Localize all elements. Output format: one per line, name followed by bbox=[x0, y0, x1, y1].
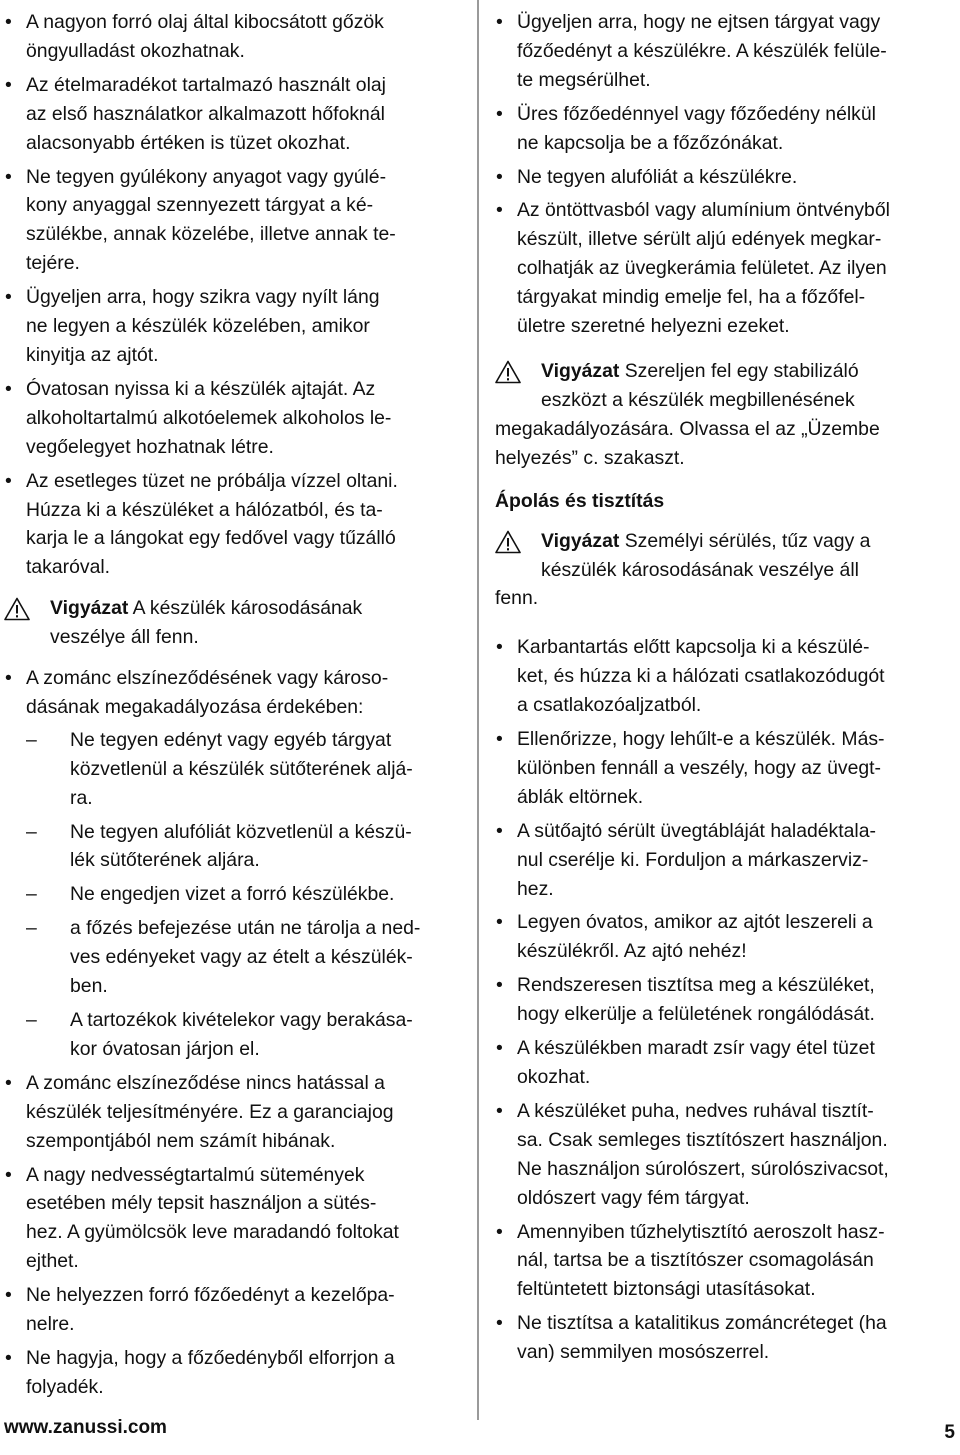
list-item: • Amennyiben tűzhelytisztító aeroszolt hasz- nál, tartsa be a tisztítószer csomagolásán feltüntetett biztonsági utasításokat. bbox=[495, 1218, 953, 1305]
section-heading: Ápolás és tisztítás bbox=[495, 489, 665, 512]
right-bullets-cleaning bbox=[495, 633, 953, 1367]
dash-item: – Ne engedjen vizet a forró készülékbe. bbox=[26, 880, 472, 909]
warning-notice-cleaning: Vigyázat Személyi sérülés, tűz vagy a készülék károsodásának veszélye áll fenn. bbox=[495, 529, 871, 610]
left-bullets-enamel bbox=[4, 664, 472, 1402]
list-item: • Ne hagyja, hogy a főzőedényből elforrjon a folyadék. bbox=[4, 1344, 472, 1402]
list-item: • Ne tegyen alufóliát a készülékre. bbox=[495, 163, 953, 192]
list-item: • A zománc elszíneződésének vagy károso- dásának megakadályozása érdekében: – Ne tegyen edényt vagy egyéb tárgyat közvetlenül a készülék sütőterének aljá- ra. – Ne tegyen alufóliát közvetlenül a készü- lék sütőterének aljára. – Ne engedjen vizet a forró készülékbe. – a főzés befejezése után ne tárolja a ned- ves edényeket vagy az ételt a készülék- ben. – A tartozékok kivételekor vagy berakása- kor óvatosan járjon el. bbox=[4, 664, 472, 1064]
list-item: • Az ételmaradékot tartalmazó használt olaj az első használatkor alkalmazott hőfoknál alacsonyabb értéken is tüzet okozhat. bbox=[4, 71, 472, 158]
left-bullets-top bbox=[4, 8, 472, 582]
list-item: • Az esetleges tüzet ne próbálja vízzel oltani. Húzza ki a készüléket a hálózatból, és ta- karja le a lángokat egy fedővel vagy tűzálló takaróval. bbox=[4, 467, 472, 583]
dash-list bbox=[26, 726, 472, 1064]
list-item: • Ne helyezzen forró főzőedényt a kezelőpa- nelre. bbox=[4, 1281, 472, 1339]
column-divider bbox=[477, 0, 479, 1420]
list-item: • A készülékben maradt zsír vagy étel tüzet okozhat. bbox=[495, 1034, 953, 1092]
warning-triangle-icon bbox=[495, 530, 521, 554]
left-column bbox=[4, 8, 472, 1407]
page-number: 5 bbox=[944, 1422, 955, 1443]
list-item: • A nagy nedvességtartalmú sütemények esetében mély tepsit használjon a sütés- hez. A gyümölcsök leve maradandó foltokat ejthet. bbox=[4, 1161, 472, 1277]
warning-triangle-icon bbox=[495, 360, 521, 384]
list-item: • Ne tisztítsa a katalitikus zománcréteget (ha van) semmilyen mosószerrel. bbox=[495, 1309, 953, 1367]
dash-item: – a főzés befejezése után ne tárolja a ned- ves edényeket vagy az ételt a készülék- ben. bbox=[26, 914, 472, 1001]
list-item: • Ellenőrizze, hogy lehűlt-e a készülék. Más- különben fennáll a veszély, hogy az üvegt- áblák eltörnek. bbox=[495, 725, 953, 812]
warning-notice: Vigyázat A készülék károsodásának veszélye áll fenn. bbox=[4, 594, 472, 652]
list-item: • A zománc elszíneződése nincs hatással a készülék teljesítményére. Ez a garanciajog szempontjából nem számít hibának. bbox=[4, 1069, 472, 1156]
warning-triangle-icon bbox=[4, 597, 30, 621]
list-item: • Ügyeljen arra, hogy ne ejtsen tárgyat vagy főzőedényt a készülékre. A készülék felüle- te megsérülhet. bbox=[495, 8, 953, 95]
list-item: • Rendszeresen tisztítsa meg a készüléket, hogy elkerülje a felületének rongálódását. bbox=[495, 971, 953, 1029]
warning-title: Vigyázat bbox=[50, 597, 129, 620]
dash-item: – Ne tegyen edényt vagy egyéb tárgyat közvetlenül a készülék sütőterének aljá- ra. bbox=[26, 726, 472, 813]
dash-item: – A tartozékok kivételekor vagy berakása- kor óvatosan járjon el. bbox=[26, 1006, 472, 1064]
list-item: • Karbantartás előtt kapcsolja ki a készülé- ket, és húzza ki a hálózati csatlakozódugót a csatlakozóaljzatból. bbox=[495, 633, 953, 720]
warning-title: Vigyázat bbox=[541, 359, 620, 382]
list-item: • A készüléket puha, nedves ruhával tisztít- sa. Csak semleges tisztítószert használjon. Ne használjon súrolószert, súrolószivacsot, oldószert vagy fém tárgyat. bbox=[495, 1097, 953, 1213]
right-bullets-top bbox=[495, 8, 953, 341]
list-item: • Ne tegyen gyúlékony anyagot vagy gyúlé- kony anyaggal szennyezett tárgyat a ké- szülékbe, annak közelébe, illetve annak te- tejére. bbox=[4, 163, 472, 279]
dash-item: – Ne tegyen alufóliát közvetlenül a készü- lék sütőterének aljára. bbox=[26, 818, 472, 876]
list-item: • Az öntöttvasból vagy alumínium öntvényből készült, illetve sérült aljú edények megkar- colhatják az üvegkerámia felületet. Az ilyen tárgyakat mindig emelje fel, ha a főzőfel- ületre szeretné helyezni ezeket. bbox=[495, 196, 953, 341]
list-item: • A sütőajtó sérült üvegtábláját haladéktala- nul cserélje ki. Forduljon a márkaszerviz- hez. bbox=[495, 817, 953, 904]
right-column bbox=[495, 8, 953, 1372]
list-item: • Legyen óvatos, amikor az ajtót leszereli a készülékről. Az ajtó nehéz! bbox=[495, 908, 953, 966]
list-item: • Ügyeljen arra, hogy szikra vagy nyílt láng ne legyen a készülék közelében, amikor kinyitja az ajtót. bbox=[4, 283, 472, 370]
footer-website-link[interactable]: www.zanussi.com bbox=[4, 1417, 167, 1438]
warning-notice-stabilizer: Vigyázat Szereljen fel egy stabilizáló eszközt a készülék megbillenésének megakadályozására. Olvassa el az „Üzembe helyezés” c. szakaszt. bbox=[495, 359, 880, 469]
warning-title: Vigyázat bbox=[541, 529, 620, 552]
list-item: • Üres főzőedénnyel vagy főzőedény nélkül ne kapcsolja be a főzőzónákat. bbox=[495, 100, 953, 158]
list-item: • A nagyon forró olaj által kibocsátott gőzök öngyulladást okozhatnak. bbox=[4, 8, 472, 66]
list-item: • Óvatosan nyissa ki a készülék ajtaját. Az alkoholtartalmú alkotóelemek alkoholos le- vegőelegyet hozhatnak létre. bbox=[4, 375, 472, 462]
